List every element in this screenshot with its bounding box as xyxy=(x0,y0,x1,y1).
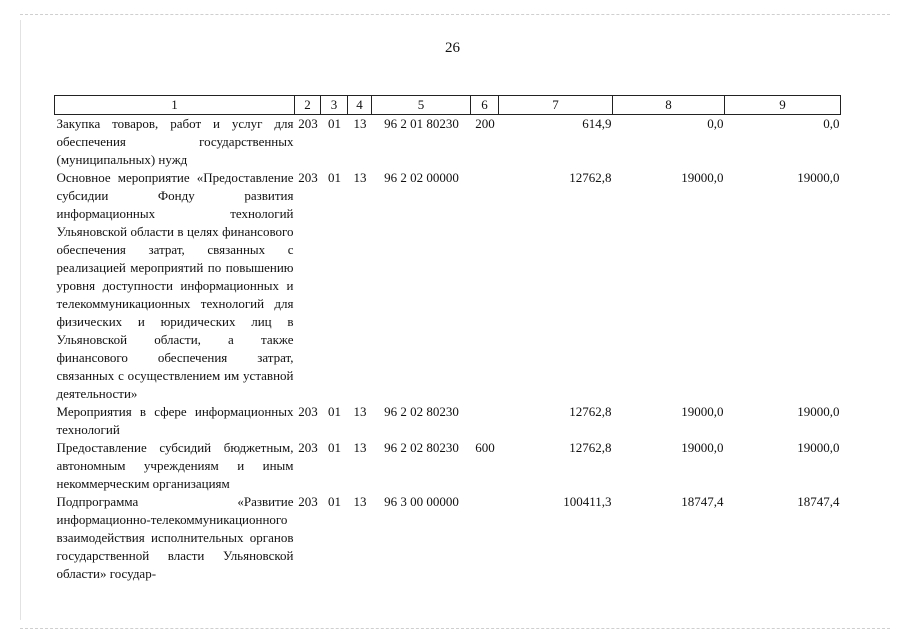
row-subsection: 13 xyxy=(353,404,367,419)
column-header: 5 xyxy=(372,96,471,115)
row-value-8: 19000,0 xyxy=(681,440,724,455)
row-value-8: 19000,0 xyxy=(681,404,724,419)
row-value-9: 19000,0 xyxy=(797,170,840,185)
row-section: 01 xyxy=(328,170,341,185)
row-expense-type xyxy=(471,169,499,403)
row-subsection: 13 xyxy=(353,494,367,509)
row-expense-type: 200 xyxy=(475,116,495,131)
row-value-7: 614,9 xyxy=(582,116,612,131)
row-target: 96 3 00 00000 xyxy=(384,494,459,509)
row-target: 96 2 02 80230 xyxy=(384,440,459,455)
table-row xyxy=(55,493,841,583)
row-name: Мероприятия в сфере информационных технологий xyxy=(56,404,294,437)
row-value-8: 19000,0 xyxy=(681,170,724,185)
row-name: Закупка товаров, работ и услуг для обеспечения государственных (муниципальных) нужд xyxy=(56,116,294,167)
column-header: 3 xyxy=(321,96,348,115)
row-value-9: 0,0 xyxy=(823,116,840,131)
row-target: 96 2 01 80230 xyxy=(384,116,459,131)
row-subsection: 13 xyxy=(353,116,367,131)
row-value-9: 18747,4 xyxy=(797,494,840,509)
column-header: 1 xyxy=(55,96,295,115)
row-section: 01 xyxy=(328,404,341,419)
row-name: Подпрограмма «Развитие информационно-телекоммуникационного взаимодействия исполнительных органов государственной власти Ульяновской области» государ- xyxy=(56,494,294,581)
row-section: 01 xyxy=(328,116,341,131)
column-header: 7 xyxy=(499,96,613,115)
row-subsection: 13 xyxy=(353,440,367,455)
page-number: 26 xyxy=(445,40,460,56)
row-value-7: 12762,8 xyxy=(569,440,612,455)
row-name: Основное мероприятие «Предоставление субсидии Фонду развития информационных технологий Ульяновской области в целях финансового обеспечения затрат, связанных с реализацией мероприятий по повышению уровня доступности информационных и телекоммуникационных технологий для физических и юридических лиц в Ульяновской области, а также финансового обеспечения затрат, связанных с осуществлением им уставной деятельности» xyxy=(56,170,294,401)
row-value-8: 0,0 xyxy=(707,116,724,131)
budget-table xyxy=(54,95,841,583)
scan-bottom-line xyxy=(20,628,890,629)
row-expense-type: 600 xyxy=(475,440,495,455)
row-value-9: 19000,0 xyxy=(797,404,840,419)
row-target: 96 2 02 80230 xyxy=(384,404,459,419)
row-expense-type xyxy=(471,403,499,439)
row-code: 203 xyxy=(298,116,318,131)
table-row xyxy=(55,115,841,170)
table-row xyxy=(55,169,841,403)
table-row xyxy=(55,403,841,439)
header-row xyxy=(55,96,841,115)
row-section: 01 xyxy=(328,494,341,509)
row-name: Предоставление субсидий бюджетным, автономным учреждениям и иным некоммерческим организациям xyxy=(56,440,294,491)
row-value-7: 100411,3 xyxy=(563,494,612,509)
row-code: 203 xyxy=(298,170,318,185)
scan-top-line xyxy=(20,14,890,15)
row-code: 203 xyxy=(298,494,318,509)
column-header: 2 xyxy=(295,96,321,115)
column-header: 4 xyxy=(348,96,372,115)
row-value-7: 12762,8 xyxy=(569,404,612,419)
table-row xyxy=(55,439,841,493)
row-subsection: 13 xyxy=(353,170,367,185)
row-target: 96 2 02 00000 xyxy=(384,170,459,185)
row-value-9: 19000,0 xyxy=(797,440,840,455)
column-header: 6 xyxy=(471,96,499,115)
row-section: 01 xyxy=(328,440,341,455)
row-value-8: 18747,4 xyxy=(681,494,724,509)
column-header: 9 xyxy=(725,96,841,115)
row-value-7: 12762,8 xyxy=(569,170,612,185)
column-header: 8 xyxy=(613,96,725,115)
row-code: 203 xyxy=(298,440,318,455)
row-code: 203 xyxy=(298,404,318,419)
row-expense-type xyxy=(471,493,499,583)
scan-edge-line xyxy=(20,20,21,620)
